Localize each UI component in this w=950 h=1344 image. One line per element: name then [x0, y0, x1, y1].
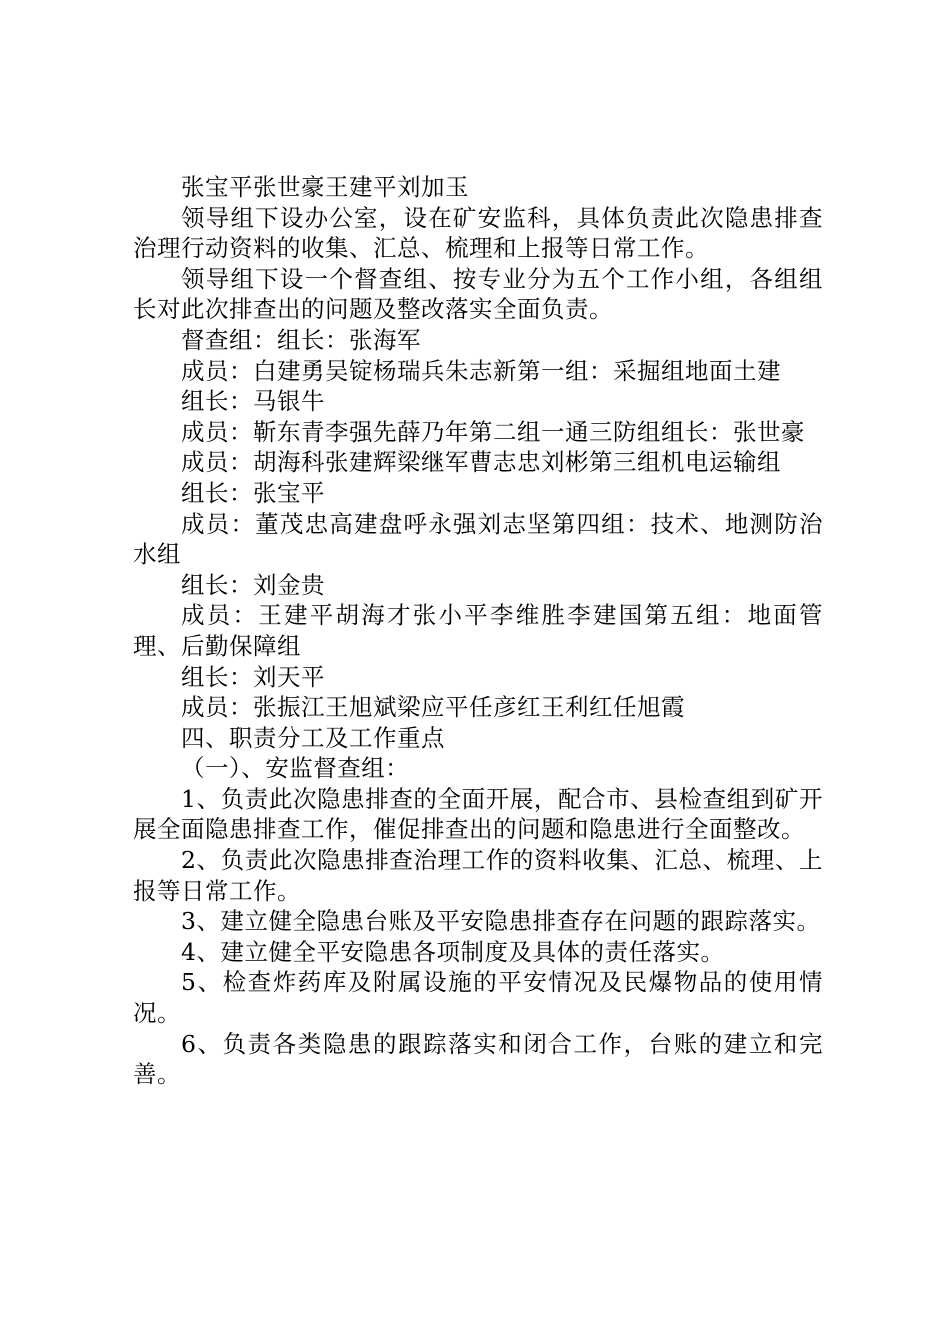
paragraph-group3-members: 成员：董茂忠高建盘呼永强刘志坚第四组：技术、地测防治水组 [133, 509, 823, 569]
paragraph-group4-leader: 组长：刘金贵 [181, 570, 325, 599]
paragraph-supervision-leader: 督查组：组长：张海军 [181, 325, 421, 354]
paragraph-group-setup: 领导组下设一个督查组、按专业分为五个工作小组，各组组长对此次排查出的问题及整改落实全面负责。 [133, 264, 823, 324]
duty-item-5: 5、检查炸药库及附属设施的平安情况及民爆物品的使用情况。 [133, 968, 823, 1028]
paragraph-group2-members: 成员：胡海科张建辉梁继军曹志忠刘彬第三组机电运输组 [181, 448, 781, 477]
subsection-heading-supervision: （一）、安监督查组： [181, 754, 410, 783]
paragraph-group1-leader: 组长：马银牛 [181, 387, 325, 416]
paragraph-group4-members: 成员：王建平胡海才张小平李维胜李建国第五组：地面管理、后勤保障组 [133, 601, 823, 660]
duty-item-2: 2、负责此次隐患排查治理工作的资料收集、汇总、梳理、上报等日常工作。 [133, 846, 823, 905]
duty-item-6: 6、负责各类隐患的跟踪落实和闭合工作，台账的建立和完善。 [133, 1029, 823, 1089]
paragraph-group3-leader: 组长：张宝平 [181, 478, 325, 507]
duty-item-4: 4、建立健全平安隐患各项制度及具体的责任落实。 [181, 937, 725, 966]
paragraph-office-setup: 领导组下设办公室，设在矿安监科，具体负责此次隐患排查治理行动资料的收集、汇总、梳理和上报等日常工作。 [133, 203, 823, 263]
paragraph-member-list: 张宝平张世豪王建平刘加玉 [181, 173, 469, 201]
document-body [133, 172, 823, 1090]
section-heading-duties: 四、职责分工及工作重点 [181, 723, 445, 752]
paragraph-supervision-members: 成员：白建勇吴锭杨瑞兵朱志新第一组：采掘组地面土建 [181, 356, 781, 385]
duty-item-3: 3、建立健全隐患台账及平安隐患排查存在问题的跟踪落实。 [181, 907, 821, 936]
paragraph-group5-leader: 组长：刘天平 [181, 662, 325, 691]
duty-item-1: 1、负责此次隐患排查的全面开展，配合市、县检查组到矿开展全面隐患排查工作，催促排查出的问题和隐患进行全面整改。 [133, 784, 823, 844]
paragraph-group5-members: 成员：张振江王旭斌梁应平任彦红王利红任旭霞 [181, 693, 685, 722]
paragraph-group1-members: 成员：靳东青李强先薛乃年第二组一通三防组组长：张世豪 [181, 417, 805, 446]
